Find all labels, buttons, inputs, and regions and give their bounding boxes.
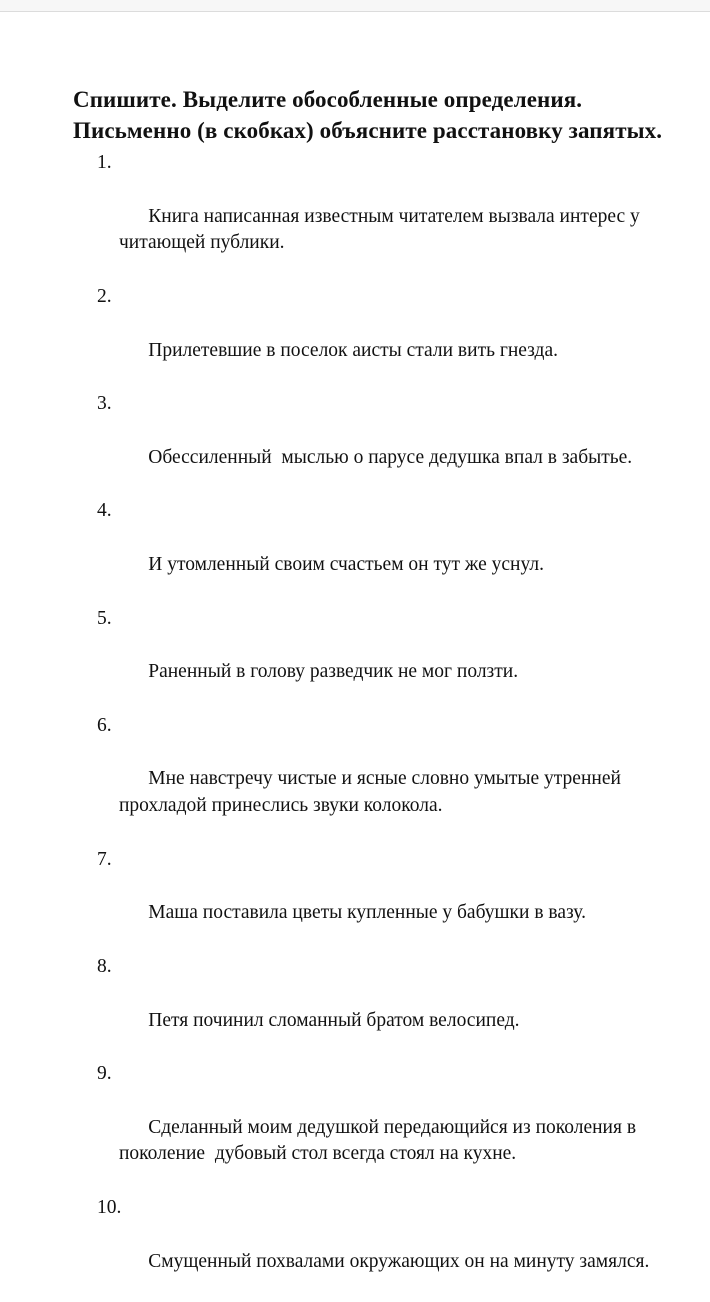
top-divider <box>0 0 710 12</box>
list-item-text: Книга написанная известным читателем вызвала интерес у читающей публики. <box>119 205 645 254</box>
list-item <box>73 606 693 713</box>
list-item-number: 1. <box>97 152 112 173</box>
list-item-number: 9. <box>97 1063 112 1085</box>
list-item-number: 4. <box>97 500 112 522</box>
list-item-text: И утомленный своим счастьем он тут же уснул. <box>148 553 544 575</box>
list-item-number: 8. <box>97 955 112 977</box>
list-item-text: Маша поставила цветы купленные у бабушки в вазу. <box>148 902 586 924</box>
list-item <box>73 847 693 954</box>
list-item-text: Обессиленный мыслью о парусе дедушка впал в забытье. <box>148 446 633 468</box>
list-item <box>73 391 693 498</box>
list-item <box>73 1061 693 1195</box>
list-item <box>73 284 693 391</box>
list-item-text: Прилетевшие в поселок аисты стали вить гнезда. <box>148 339 558 361</box>
list-item-text: Смущенный похвалами окружающих он на минуту замялся. <box>148 1250 650 1272</box>
list-item-number: 7. <box>97 848 112 870</box>
task-heading: Спишите. Выделите обособленные определения. Письменно (в скобках) объясните расстановку запятых. <box>73 87 663 143</box>
sentence-list <box>73 150 693 1302</box>
list-item <box>73 954 693 1061</box>
list-item-text: Раненный в голову разведчик не мог ползти. <box>148 661 519 683</box>
list-item-number: 2. <box>97 285 112 307</box>
list-item <box>73 713 693 847</box>
list-item-number: 6. <box>97 714 112 736</box>
list-item <box>73 150 693 284</box>
list-item-number: 10. <box>97 1197 122 1219</box>
list-item <box>73 498 693 605</box>
list-item-text: Мне навстречу чистые и ясные словно умытые утренней прохладой принеслись звуки колокола. <box>119 768 626 817</box>
list-item-number: 5. <box>97 607 112 629</box>
list-item-text: Петя починил сломанный братом велосипед. <box>148 1009 520 1031</box>
document-body <box>73 84 693 1302</box>
list-item-number: 3. <box>97 393 112 415</box>
list-item-text: Сделанный моим дедушкой передающийся из поколения в поколение дубовый стол всегда стоял на кухне. <box>119 1116 641 1165</box>
list-item <box>73 1195 693 1302</box>
